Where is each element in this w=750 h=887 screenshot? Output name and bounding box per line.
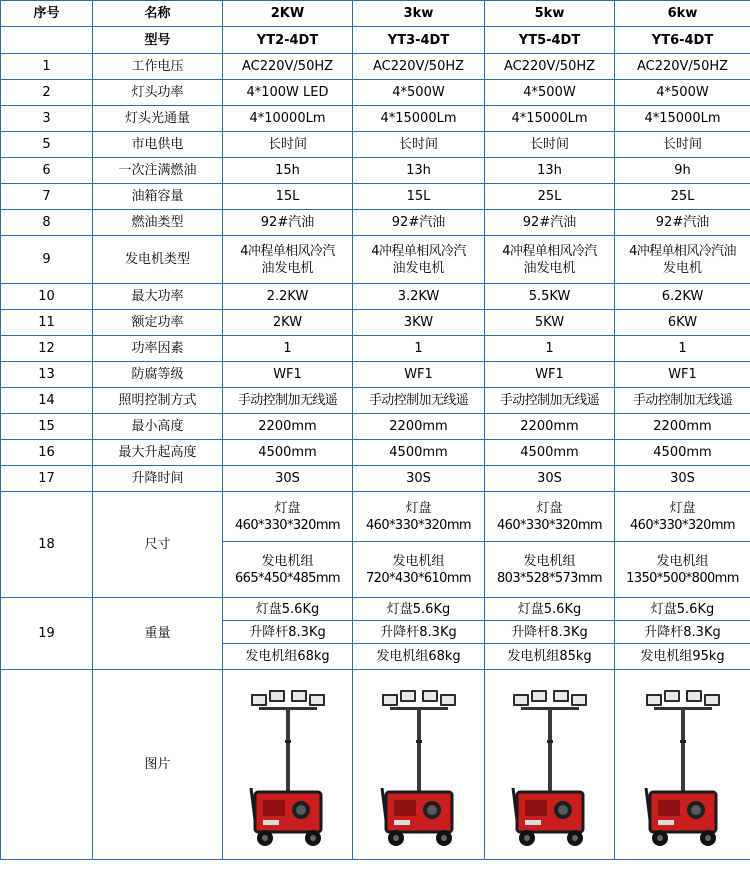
row-name: 额定功率: [93, 310, 223, 336]
row-value: 手动控制加无线遥: [353, 388, 485, 414]
row-value: 15L: [353, 184, 485, 210]
row-name: 发电机类型: [93, 236, 223, 284]
row-value: 4*500W: [485, 80, 615, 106]
row-value: 4500mm: [353, 440, 485, 466]
text-line: 发电机组: [523, 553, 576, 569]
row-value: 5.5KW: [485, 284, 615, 310]
table-row: [1, 284, 750, 310]
row-no: 3: [1, 106, 93, 132]
table-row: [1, 414, 750, 440]
row-value: 1: [223, 336, 353, 362]
header-model-6kw: 6kw: [615, 1, 750, 27]
table-row: [1, 466, 750, 492]
table-row: [1, 440, 750, 466]
text-line: 油发电机: [523, 260, 576, 276]
weight-lamp: 灯盘5.6Kg: [485, 598, 615, 621]
size-genset-cell: [353, 542, 485, 598]
weight-pole: 升降杆8.3Kg: [353, 621, 485, 644]
row-value: 2200mm: [223, 414, 353, 440]
row-value: 6KW: [615, 310, 750, 336]
weight-pole: 升降杆8.3Kg: [485, 621, 615, 644]
row-value: AC220V/50HZ: [485, 54, 615, 80]
model-value: YT3-4DT: [353, 27, 485, 54]
weight-pole: 升降杆8.3Kg: [223, 621, 353, 644]
table-row: [1, 106, 750, 132]
header-model-2kw: 2KW: [223, 1, 353, 27]
row-no: 2: [1, 80, 93, 106]
row-value: 4*15000Lm: [615, 106, 750, 132]
row-name: 工作电压: [93, 54, 223, 80]
model-value: YT2-4DT: [223, 27, 353, 54]
row-value: 92#汽油: [353, 210, 485, 236]
row-value: 4*500W: [353, 80, 485, 106]
text-line: 803*528*573mm: [497, 570, 602, 586]
table-row: [1, 388, 750, 414]
row-value: 2200mm: [615, 414, 750, 440]
row-name: 尺寸: [93, 492, 223, 598]
row-value: 4*15000Lm: [485, 106, 615, 132]
row-name: 最大升起高度: [93, 440, 223, 466]
row-no: 16: [1, 440, 93, 466]
row-no: 15: [1, 414, 93, 440]
row-value: AC220V/50HZ: [223, 54, 353, 80]
mobile-light-tower-icon: [364, 680, 474, 850]
mobile-light-tower-icon: [233, 680, 343, 850]
row-value: 1: [353, 336, 485, 362]
row-value: 2.2KW: [223, 284, 353, 310]
row-name: 灯头功率: [93, 80, 223, 106]
row-value: AC220V/50HZ: [615, 54, 750, 80]
text-line: 460*330*320mm: [497, 517, 602, 533]
text-line: 4冲程单相风冷汽油: [629, 243, 736, 259]
weight-genset: 发电机组68kg: [353, 644, 485, 670]
text-line: 4冲程单相风冷汽: [371, 243, 466, 259]
text-line: 灯盘: [669, 500, 696, 516]
row-value: 长时间: [353, 132, 485, 158]
row-value: 3KW: [353, 310, 485, 336]
header-model-5kw: 5kw: [485, 1, 615, 27]
row-value: 4500mm: [223, 440, 353, 466]
row-value: 手动控制加无线遥: [615, 388, 750, 414]
row-no: 10: [1, 284, 93, 310]
table-row: [1, 184, 750, 210]
text-line: 460*330*320mm: [366, 517, 471, 533]
row-no: 12: [1, 336, 93, 362]
product-image-cell: [615, 670, 750, 860]
row-name: 照明控制方式: [93, 388, 223, 414]
weight-genset: 发电机组95kg: [615, 644, 750, 670]
row-name: 灯头光通量: [93, 106, 223, 132]
row-value: 长时间: [223, 132, 353, 158]
header-name: 名称: [93, 1, 223, 27]
row-value: AC220V/50HZ: [353, 54, 485, 80]
table-row: [1, 336, 750, 362]
row-value: [485, 236, 615, 284]
row-value: 4*10000Lm: [223, 106, 353, 132]
row-no: 5: [1, 132, 93, 158]
row-value: [615, 236, 750, 284]
row-value: WF1: [353, 362, 485, 388]
product-image-cell: [485, 670, 615, 860]
text-line: 665*450*485mm: [235, 570, 340, 586]
header-no: 序号: [1, 1, 93, 27]
row-value: 30S: [485, 466, 615, 492]
row-value: 2200mm: [353, 414, 485, 440]
table-row: [1, 132, 750, 158]
header-model-3kw: 3kw: [353, 1, 485, 27]
row-value: 15L: [223, 184, 353, 210]
table-row: [1, 80, 750, 106]
model-row: [1, 27, 750, 54]
row-name: 重量: [93, 598, 223, 670]
weight-lamp: 灯盘5.6Kg: [353, 598, 485, 621]
row-name: 功率因素: [93, 336, 223, 362]
row-no: 18: [1, 492, 93, 598]
size-lamp-cell: [485, 492, 615, 542]
mobile-light-tower-icon: [495, 680, 605, 850]
row-value: 92#汽油: [615, 210, 750, 236]
table-row: [1, 54, 750, 80]
row-value: 手动控制加无线遥: [485, 388, 615, 414]
row-value: 长时间: [615, 132, 750, 158]
row-value: 4500mm: [485, 440, 615, 466]
model-label: 型号: [93, 27, 223, 54]
row-value: [353, 236, 485, 284]
text-line: 灯盘: [405, 500, 432, 516]
size-genset-cell: [223, 542, 353, 598]
weight-lamp: 灯盘5.6Kg: [223, 598, 353, 621]
row-value: 1: [615, 336, 750, 362]
row-value: 4500mm: [615, 440, 750, 466]
row-value: 4*15000Lm: [353, 106, 485, 132]
row-name: 市电供电: [93, 132, 223, 158]
text-line: 460*330*320mm: [235, 517, 340, 533]
text-line: 720*430*610mm: [366, 570, 471, 586]
model-value: YT5-4DT: [485, 27, 615, 54]
row-value: 92#汽油: [223, 210, 353, 236]
text-line: 油发电机: [261, 260, 314, 276]
row-value: 13h: [485, 158, 615, 184]
row-value: 4*100W LED: [223, 80, 353, 106]
row-name: 防腐等级: [93, 362, 223, 388]
row-value: 92#汽油: [485, 210, 615, 236]
row-no: 13: [1, 362, 93, 388]
generator-type-row: [1, 236, 750, 284]
size-row: [1, 492, 750, 542]
row-name: 升降时间: [93, 466, 223, 492]
row-value: WF1: [615, 362, 750, 388]
row-value: 2200mm: [485, 414, 615, 440]
row-value: 1: [485, 336, 615, 362]
row-value: 2KW: [223, 310, 353, 336]
row-value: 30S: [223, 466, 353, 492]
table-row: [1, 362, 750, 388]
row-value: 6.2KW: [615, 284, 750, 310]
row-name: 油箱容量: [93, 184, 223, 210]
row-name: 图片: [93, 670, 223, 860]
row-value: WF1: [223, 362, 353, 388]
weight-row: [1, 598, 750, 621]
weight-pole: 升降杆8.3Kg: [615, 621, 750, 644]
row-value: 5KW: [485, 310, 615, 336]
row-value: 25L: [615, 184, 750, 210]
row-name: 燃油类型: [93, 210, 223, 236]
row-no: 14: [1, 388, 93, 414]
text-line: 发电机组: [656, 553, 709, 569]
text-line: 灯盘: [536, 500, 563, 516]
row-value: 9h: [615, 158, 750, 184]
table-row: [1, 210, 750, 236]
row-no: 17: [1, 466, 93, 492]
table-row: [1, 310, 750, 336]
row-value: 30S: [353, 466, 485, 492]
weight-genset: 发电机组85kg: [485, 644, 615, 670]
row-value: 4*500W: [615, 80, 750, 106]
model-no: [1, 27, 93, 54]
row-value: 15h: [223, 158, 353, 184]
text-line: 发电机组: [261, 553, 314, 569]
table-row: [1, 158, 750, 184]
row-no: 11: [1, 310, 93, 336]
text-line: 灯盘: [274, 500, 301, 516]
weight-genset: 发电机组68kg: [223, 644, 353, 670]
row-no: 7: [1, 184, 93, 210]
size-lamp-cell: [223, 492, 353, 542]
row-name: 一次注满燃油: [93, 158, 223, 184]
weight-lamp: 灯盘5.6Kg: [615, 598, 750, 621]
model-value: YT6-4DT: [615, 27, 750, 54]
text-line: 4冲程单相风冷汽: [502, 243, 597, 259]
row-no: 1: [1, 54, 93, 80]
row-no: 6: [1, 158, 93, 184]
text-line: 发电机: [662, 260, 702, 276]
row-no: [1, 670, 93, 860]
row-value: 25L: [485, 184, 615, 210]
row-no: 9: [1, 236, 93, 284]
row-value: 手动控制加无线遥: [223, 388, 353, 414]
row-value: WF1: [485, 362, 615, 388]
product-image-cell: [223, 670, 353, 860]
row-value: 13h: [353, 158, 485, 184]
picture-row: [1, 670, 750, 860]
row-name: 最小高度: [93, 414, 223, 440]
product-image-cell: [353, 670, 485, 860]
row-name: 最大功率: [93, 284, 223, 310]
size-genset-cell: [615, 542, 750, 598]
row-value: [223, 236, 353, 284]
text-line: 发电机组: [392, 553, 445, 569]
text-line: 4冲程单相风冷汽: [240, 243, 335, 259]
mobile-light-tower-icon: [628, 680, 738, 850]
header-row: [1, 1, 750, 27]
row-value: 30S: [615, 466, 750, 492]
row-value: 长时间: [485, 132, 615, 158]
row-value: 3.2KW: [353, 284, 485, 310]
text-line: 460*330*320mm: [630, 517, 735, 533]
text-line: 油发电机: [392, 260, 445, 276]
row-no: 8: [1, 210, 93, 236]
size-genset-cell: [485, 542, 615, 598]
size-lamp-cell: [353, 492, 485, 542]
text-line: 1350*500*800mm: [626, 570, 739, 586]
row-no: 19: [1, 598, 93, 670]
size-lamp-cell: [615, 492, 750, 542]
